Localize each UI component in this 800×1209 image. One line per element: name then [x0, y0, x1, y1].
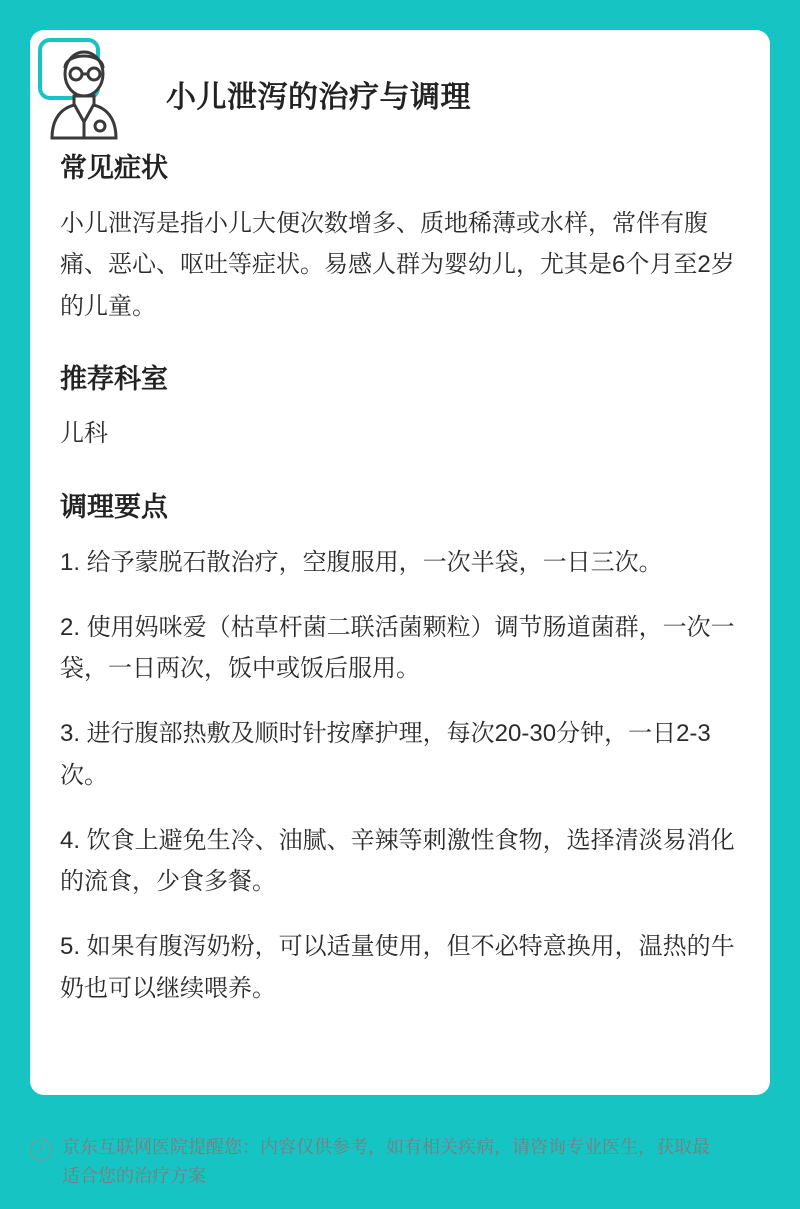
section-body-department: 儿科 — [60, 419, 108, 447]
care-points-list — [58, 542, 742, 1009]
section-symptoms — [58, 146, 742, 327]
content-card — [30, 30, 770, 1095]
section-care-points — [58, 485, 742, 1009]
list-item: 2. 使用妈咪爱（枯草杆菌二联活菌颗粒）调节肠道菌群，一次一袋，一日两次，饭中或饭后服用。 — [60, 613, 735, 683]
page-title: 小儿泄泻的治疗与调理 — [166, 81, 471, 114]
info-circle-icon: i — [30, 1139, 52, 1161]
thumbs-up-icon[interactable] — [724, 1137, 770, 1186]
list-item: 3. 进行腹部热敷及顺时针按摩护理，每次20-30分钟，一日2-3次。 — [60, 720, 711, 789]
list-item: 4. 饮食上避免生冷、油腻、辛辣等刺激性食物，选择清淡易消化的流食，少食多餐。 — [60, 826, 735, 896]
list-item: 5. 如果有腹泻奶粉，可以适量使用，但不必特意换用，温热的牛奶也可以继续喂养。 — [60, 933, 735, 1002]
section-body-symptoms: 小儿泄泻是指小儿大便次数增多、质地稀薄或水样，常伴有腹痛、恶心、呕吐等症状。易感人群为婴幼儿，尤其是6个月至2岁的儿童。 — [60, 210, 735, 320]
list-item: 1. 给予蒙脱石散治疗，空腹服用，一次半袋，一日三次。 — [60, 548, 663, 576]
section-heading-symptoms: 常见症状 — [60, 153, 168, 183]
footer-disclaimer — [30, 1133, 770, 1191]
section-department — [58, 357, 742, 455]
doctor-avatar-icon — [38, 34, 146, 144]
section-heading-care-points: 调理要点 — [60, 491, 168, 522]
section-heading-department: 推荐科室 — [60, 363, 168, 394]
footer-disclaimer-text: 京东互联网医院提醒您：内容仅供参考，如有相关疾病，请咨询专业医生，获取最适合您的治疗方案 — [62, 1136, 710, 1186]
